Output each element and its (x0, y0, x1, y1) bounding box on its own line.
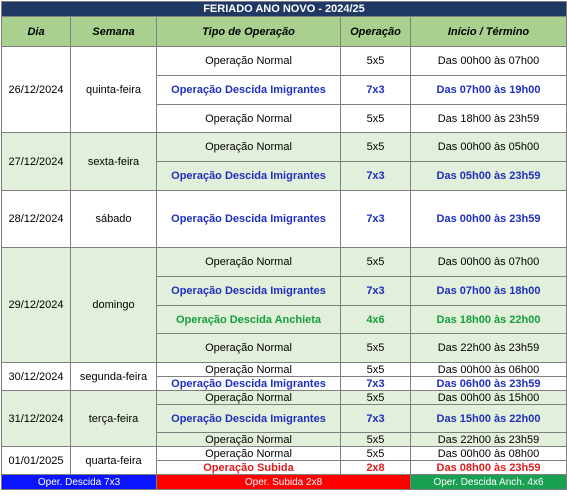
operation-type-cell: Operação Normal (157, 133, 341, 162)
operation-code-cell: 7x3 (341, 405, 411, 433)
operation-code-cell: 2x8 (341, 461, 411, 475)
operation-type-cell: Operação Normal (157, 433, 341, 447)
operation-code-cell: 7x3 (341, 377, 411, 391)
operation-code-cell: 5x5 (341, 248, 411, 277)
header-tipo: Tipo de Operação (157, 17, 341, 47)
header-semana: Semana (71, 17, 157, 47)
operation-type-cell: Operação Descida Imigrantes (157, 277, 341, 306)
date-cell: 30/12/2024 (2, 363, 71, 391)
time-range-cell: Das 00h00 às 07h00 (411, 47, 567, 76)
operation-type-cell: Operação Descida Imigrantes (157, 377, 341, 391)
time-range-cell: Das 18h00 às 23h59 (411, 105, 567, 133)
header-inicio-termino: Início / Término (411, 17, 567, 47)
table-body (2, 47, 567, 475)
operation-code-cell: 5x5 (341, 47, 411, 76)
date-cell: 26/12/2024 (2, 47, 71, 133)
legend-row (2, 475, 567, 490)
weekday-cell: segunda-feira (71, 363, 157, 391)
table-row (2, 363, 567, 377)
time-range-cell: Das 18h00 às 22h00 (411, 306, 567, 334)
weekday-cell: quinta-feira (71, 47, 157, 133)
operation-code-cell: 5x5 (341, 133, 411, 162)
table-row (2, 191, 567, 248)
operation-code-cell: 7x3 (341, 191, 411, 248)
date-cell: 27/12/2024 (2, 133, 71, 191)
operation-type-cell: Operação Normal (157, 447, 341, 461)
operation-type-cell: Operação Descida Imigrantes (157, 191, 341, 248)
time-range-cell: Das 15h00 às 22h00 (411, 405, 567, 433)
date-cell: 28/12/2024 (2, 191, 71, 248)
holiday-operations-document (1, 1, 566, 495)
date-cell: 29/12/2024 (2, 248, 71, 363)
operation-type-cell: Operação Subida (157, 461, 341, 475)
operations-table (1, 1, 567, 490)
time-range-cell: Das 07h00 às 19h00 (411, 76, 567, 105)
date-cell: 31/12/2024 (2, 391, 71, 447)
operation-type-cell: Operação Descida Imigrantes (157, 162, 341, 191)
table-row (2, 47, 567, 76)
operation-type-cell: Operação Normal (157, 391, 341, 405)
time-range-cell: Das 00h00 às 05h00 (411, 133, 567, 162)
operation-code-cell: 5x5 (341, 447, 411, 461)
time-range-cell: Das 07h00 às 18h00 (411, 277, 567, 306)
weekday-cell: sexta-feira (71, 133, 157, 191)
legend-descida-anchieta: Oper. Descida Anch. 4x6 (411, 475, 567, 490)
time-range-cell: Das 06h00 às 23h59 (411, 377, 567, 391)
time-range-cell: Das 00h00 às 07h00 (411, 248, 567, 277)
time-range-cell: Das 00h00 às 23h59 (411, 191, 567, 248)
operation-code-cell: 5x5 (341, 433, 411, 447)
table-row (2, 447, 567, 461)
operation-code-cell: 5x5 (341, 334, 411, 363)
operation-type-cell: Operação Normal (157, 248, 341, 277)
legend-descida-imigrantes: Oper. Descida 7x3 (2, 475, 157, 490)
operation-code-cell: 5x5 (341, 363, 411, 377)
weekday-cell: domingo (71, 248, 157, 363)
time-range-cell: Das 22h00 às 23h59 (411, 334, 567, 363)
operation-code-cell: 7x3 (341, 76, 411, 105)
legend-subida: Oper. Subida 2x8 (157, 475, 411, 490)
weekday-cell: quarta-feira (71, 447, 157, 475)
header-operacao: Operação (341, 17, 411, 47)
time-range-cell: Das 22h00 às 23h59 (411, 433, 567, 447)
time-range-cell: Das 08h00 às 23h59 (411, 461, 567, 475)
operation-type-cell: Operação Normal (157, 363, 341, 377)
weekday-cell: terça-feira (71, 391, 157, 447)
header-row (2, 17, 567, 47)
table-title: FERIADO ANO NOVO - 2024/25 (2, 2, 567, 17)
operation-code-cell: 5x5 (341, 391, 411, 405)
time-range-cell: Das 00h00 às 06h00 (411, 363, 567, 377)
time-range-cell: Das 00h00 às 15h00 (411, 391, 567, 405)
operation-type-cell: Operação Descida Imigrantes (157, 76, 341, 105)
operation-type-cell: Operação Normal (157, 47, 341, 76)
time-range-cell: Das 00h00 às 08h00 (411, 447, 567, 461)
header-dia: Dia (2, 17, 71, 47)
table-row (2, 391, 567, 405)
operation-type-cell: Operação Normal (157, 105, 341, 133)
table-row (2, 248, 567, 277)
weekday-cell: sábado (71, 191, 157, 248)
operation-code-cell: 5x5 (341, 105, 411, 133)
operation-code-cell: 4x6 (341, 306, 411, 334)
operation-code-cell: 7x3 (341, 162, 411, 191)
table-row (2, 133, 567, 162)
time-range-cell: Das 05h00 às 23h59 (411, 162, 567, 191)
operation-code-cell: 7x3 (341, 277, 411, 306)
operation-type-cell: Operação Descida Anchieta (157, 306, 341, 334)
operation-type-cell: Operação Descida Imigrantes (157, 405, 341, 433)
date-cell: 01/01/2025 (2, 447, 71, 475)
operation-type-cell: Operação Normal (157, 334, 341, 363)
